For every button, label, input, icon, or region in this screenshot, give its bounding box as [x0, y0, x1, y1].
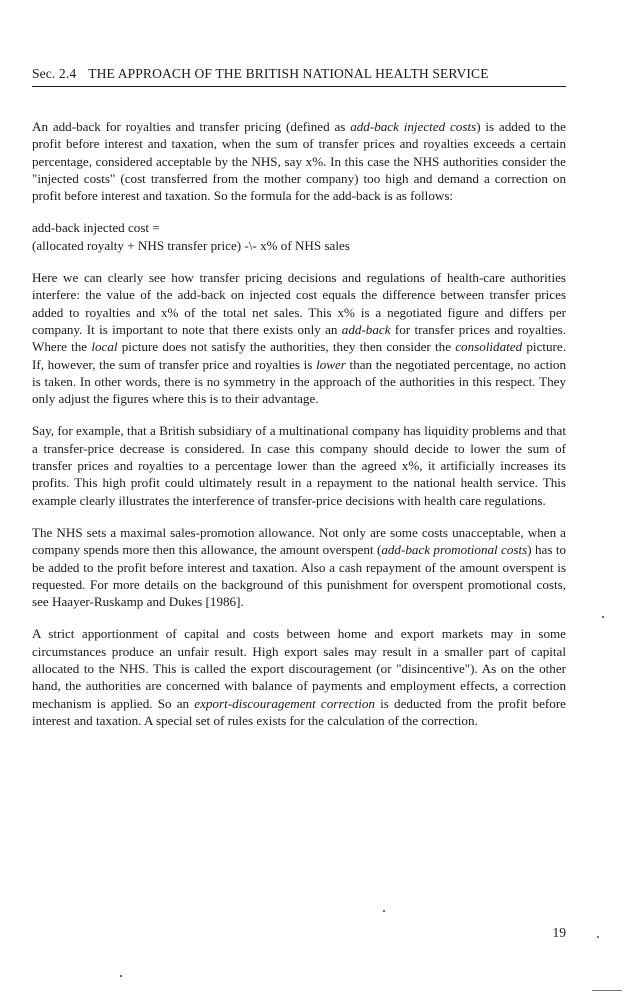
- term-add-back: add-back: [341, 321, 391, 337]
- paragraph-3: Say, for example, that a British subsidiary of a multinational company has liquidity problems and that a transfer-price decrease is considered. In case this company should decide to lower the sum of transfer prices and royalties to a percentage lower than the agreed x%, it artificially increases its profits. This high profit could ultimately result in a repayment to the national health service. This example clearly illustrates the interference of transfer-price decisions with health care regulations.: [32, 423, 566, 508]
- paragraph-4: [32, 524, 566, 610]
- paragraph-5-text-c: is deducted from the profit before interest and taxation. A special set of rules exists for the calculation of the correction.: [32, 695, 566, 728]
- paragraph-5: [32, 625, 566, 729]
- paragraph-2-text-c: for transfer prices and royalties. Where the: [32, 321, 566, 355]
- term-local: local: [91, 339, 118, 355]
- term-add-back-promotional-costs: add-back promotional costs: [381, 542, 528, 558]
- paragraph-2-text-a: Here we can clearly see how transfer pricing decisions and regulations of health-care authorities interfere: the value of the add-back on injected cost equals the difference between transfer prices added to royalties and x% of the total net sales. This x% is a negotiated figure and differs per company. It is important to note that there exists only an: [32, 270, 566, 337]
- section-number: Sec. 2.4: [32, 66, 77, 81]
- header-rule: [32, 86, 566, 87]
- formula-line-1: add-back injected cost =: [32, 220, 160, 236]
- paragraph-2-text-e: picture does not satisfy the authorities, they then consider the: [117, 339, 456, 355]
- formula-block: [32, 219, 566, 254]
- paragraph-2-text-i: than the negotiated percentage, no action is taken. In other words, there is no symmetry in the approach of the authorities in this respect. They only adjust the figures where this is to their advantage.: [32, 356, 566, 407]
- formula-line-2: (allocated royalty + NHS transfer price) -\- x% of NHS sales: [32, 237, 350, 253]
- scan-speck: [597, 936, 599, 938]
- term-add-back-injected-costs: add-back injected costs: [350, 119, 477, 134]
- paragraph-1-text-c: ) is added to the profit before interest and taxation, when the sum of transfer prices and royalties exceeds a certain percentage, considered acceptable by the NHS, say x%. In this case the NHS authorities consider the "injected costs" (cost transferred from the mother company) too high and demand a correction on profit before interest and taxation. So the formula for the add-back is as follows:: [32, 119, 566, 204]
- body-text: [32, 118, 566, 744]
- scan-speck: [120, 975, 122, 977]
- paragraph-4-text-c: ) has to be added to the profit before interest and taxation. Also a cash repayment of the amount overspent is requested. For more details on the background of this punishment for overspent promotional costs, see Haayer-Ruskamp and Dukes [1986].: [32, 542, 567, 610]
- page-number: 19: [552, 925, 566, 940]
- term-lower: lower: [316, 356, 346, 372]
- scan-edge-line: [592, 990, 622, 991]
- paragraph-2-text-g: picture. If, however, the sum of transfer price and royalties is: [32, 339, 567, 372]
- paragraph-4-text-a: The NHS sets a maximal sales-promotion allowance. Not only are some costs unacceptable, when a company spends more then this allowance, the amount overspent (: [32, 524, 566, 558]
- scan-speck: [383, 910, 385, 912]
- paragraph-1: [32, 118, 566, 204]
- paragraph-2: [32, 269, 566, 407]
- term-export-discouragement-correction: export-discouragement correction: [194, 695, 375, 711]
- term-consolidated: consolidated: [455, 339, 523, 355]
- paragraph-5-text-a: A strict apportionment of capital and costs between home and export markets may in some circumstances produce an unfair result. High export sales may result in a smaller part of capital allocated to the NHS. This is called the export discouragement (or "disincentive"). As on the other hand, the authorities are concerned with balance of payments and employment effects, a correction mechanism is applied. So an: [32, 626, 566, 711]
- section-title: THE APPROACH OF THE BRITISH NATIONAL HEALTH SERVICE: [88, 66, 489, 81]
- paragraph-1-text-a: An add-back for royalties and transfer pricing (defined as: [32, 119, 351, 134]
- scan-speck: [602, 616, 604, 618]
- running-header: [32, 66, 566, 82]
